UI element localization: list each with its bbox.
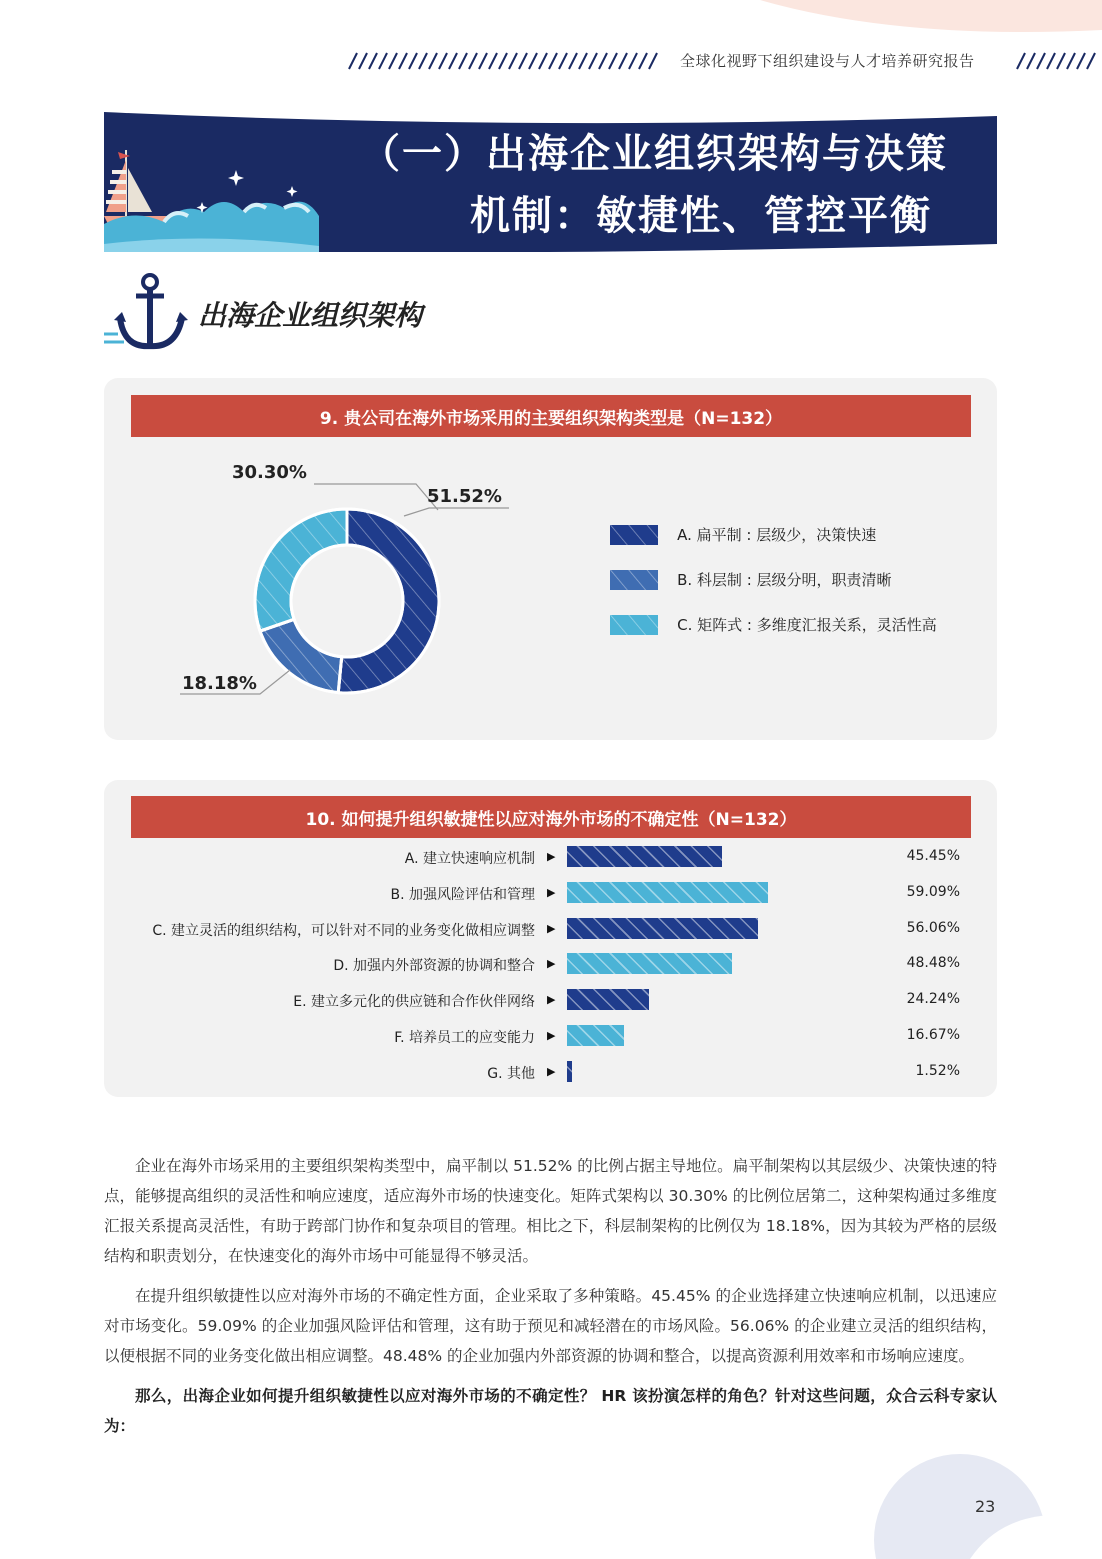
bar-value-label: 56.06%	[906, 919, 960, 936]
legend-label-b: B. 科层制 : 层级分明，职责清晰	[677, 571, 892, 589]
chart-title-agility: 10. 如何提升组织敏捷性以应对海外市场的不确定性（N=132）	[131, 796, 971, 838]
bar-d	[567, 953, 732, 974]
leader-line-c	[314, 484, 438, 510]
paragraph-1: 企业在海外市场采用的主要组织架构类型中，扁平制以 51.52% 的比例占据主导地位。扁平制架构以其层级少、决策快速的特点，能够提高组织的灵活性和响应速度，适应海外市场的快速变化。矩阵式架构以 30.30% 的比例位居第二，这种架构通过多维度汇报关系提高灵活性，有助于跨部门协作和复杂项目的管理。相比之下，科层制架构的比例仅为 18.18%，因为其较为严格的层级结构和职责划分，在快速变化的海外市场中可能显得不够灵活。	[104, 1157, 997, 1265]
header-stripes-right	[1015, 51, 1102, 71]
bar-value-label: 16.67%	[906, 1027, 960, 1043]
bar-b	[567, 882, 768, 903]
bar-category-label: A. 建立快速响应机制	[404, 851, 535, 867]
legend-item-b	[610, 569, 892, 590]
bar-arrow-icon: ▶	[547, 885, 556, 899]
donut-slice-hatch-2	[255, 509, 347, 631]
bar-category-label: B. 加强风险评估和管理	[390, 886, 535, 903]
bar-arrow-icon: ▶	[547, 921, 556, 935]
legend-label-c: C. 矩阵式 : 多维度汇报关系，灵活性高	[677, 616, 937, 634]
bar-arrow-icon: ▶	[547, 957, 556, 971]
page-number: 23	[975, 1497, 996, 1516]
body-text	[104, 1151, 997, 1451]
bar-arrow-icon: ▶	[547, 993, 556, 1007]
bar-value-label: 59.09%	[906, 883, 960, 900]
slice-label-c: 30.30%	[232, 462, 307, 483]
chapter-title-line1: （一）出海企业组织架构与决策	[360, 131, 948, 177]
paragraph-2: 在提升组织敏捷性以应对海外市场的不确定性方面，企业采取了多种策略。45.45% 的企业选择建立快速响应机制，以迅速应对市场变化。59.09% 的企业加强风险评估和管理，这有助于预见和减轻潜在的市场风险。56.06% 的企业建立灵活的组织结构，以便根据不同的业务变化做出相应调整。48.48% 的企业加强内外部资源的协调和整合，以提高资源利用效率和市场响应速度。	[104, 1287, 997, 1365]
bar-g	[567, 1061, 572, 1082]
bar-c	[567, 918, 758, 939]
report-header-title: 全球化视野下组织建设与人才培养研究报告	[680, 52, 975, 70]
slice-label-b: 18.18%	[182, 673, 257, 694]
leader-line-a	[404, 508, 509, 516]
bar-value-label: 24.24%	[906, 991, 960, 1008]
bar-category-label: C. 建立灵活的组织结构，可以针对不同的业务变化做相应调整	[152, 922, 535, 939]
bar-arrow-icon: ▶	[547, 850, 556, 863]
legend-swatch-a	[610, 525, 658, 545]
slice-label-a: 51.52%	[427, 486, 502, 507]
legend-swatch-c	[610, 615, 658, 635]
legend-item-c	[610, 614, 937, 635]
bar-value-label: 48.48%	[906, 955, 960, 972]
bar-e	[567, 989, 649, 1010]
header-stripes-left	[345, 51, 665, 71]
chapter-title-line2: 机制：敏捷性、管控平衡	[470, 193, 932, 239]
donut-slice-hatch-0	[338, 509, 439, 693]
legend-swatch-b	[610, 570, 658, 590]
bar-arrow-icon: ▶	[547, 1064, 556, 1078]
donut-chart	[104, 440, 997, 740]
bar-arrow-icon: ▶	[547, 1029, 556, 1042]
donut-slice-hatch-1	[260, 619, 342, 692]
bar-category-label: F. 培养员工的应变能力	[394, 1030, 535, 1046]
bar-value-label: 45.45%	[906, 848, 960, 864]
bar-f	[567, 1025, 624, 1046]
bar-category-label: G. 其他	[487, 1065, 535, 1082]
top-decoration	[0, 0, 1102, 40]
chart-title-org-structure: 9. 贵公司在海外市场采用的主要组织架构类型是（N=132）	[131, 395, 971, 437]
legend-item-a	[610, 524, 876, 545]
legend-label-a: A. 扁平制 : 层级少，决策快速	[677, 526, 877, 544]
bar-a	[567, 846, 722, 867]
paragraph-3: 那么，出海企业如何提升组织敏捷性以应对海外市场的不确定性？ HR 该扮演怎样的角色？针对这些问题，众合云科专家认为：	[104, 1387, 997, 1435]
bar-value-label: 1.52%	[915, 1062, 960, 1079]
bar-category-label: E. 建立多元化的供应链和合作伙伴网络	[293, 994, 535, 1011]
section-title: 出海企业组织架构	[198, 299, 423, 332]
bar-category-label: D. 加强内外部资源的协调和整合	[333, 958, 535, 975]
anchor-icon	[104, 272, 194, 354]
